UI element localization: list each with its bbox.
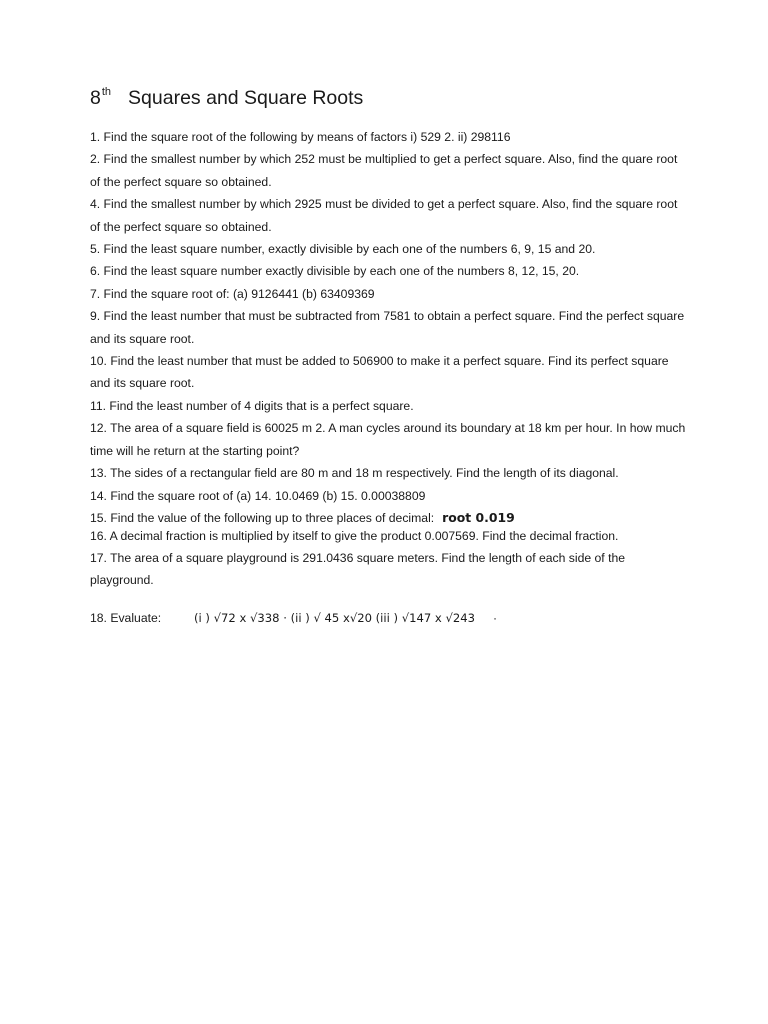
- question-5: 5. Find the least square number, exactly divisible by each one of the numbers 6, 9, 15 and 20.: [90, 242, 596, 257]
- question-17: 17. The area of a square playground is 291.0436 square meters. Find the length of each side of the playground.: [90, 550, 626, 588]
- question-18: [90, 609, 497, 627]
- question-4: 4. Find the smallest number by which 2925 must be divided to get a perfect square. Also, find the square root of the perfect square so obtained.: [90, 197, 678, 234]
- worksheet-title: [90, 86, 364, 109]
- question-2: 2. Find the smallest number by which 252 must be multiplied to get a perfect square. Also, find the quare root of the perfect square so obtained.: [90, 152, 678, 189]
- grade-suffix: th: [101, 86, 112, 98]
- question-16: 16. A decimal fraction is multiplied by itself to give the product 0.007569. Find the decimal fraction.: [90, 528, 619, 543]
- question-18-trailing-mark: ·: [492, 611, 498, 625]
- question-14: 14. Find the square root of (a) 14. 10.0469 (b) 15. 0.00038809: [90, 488, 426, 503]
- question-11: 11. Find the least number of 4 digits that is a perfect square.: [90, 398, 414, 413]
- question-1: 1. Find the square root of the following by means of factors i) 529 2. ii) 298116: [90, 130, 511, 144]
- question-15: [90, 509, 690, 527]
- question-12: 12. The area of a square field is 60025 m 2. A man cycles around its boundary at 18 km per hour. In how much time will he return at the starting point?: [90, 421, 686, 458]
- question-18-label: 18. Evaluate:: [90, 611, 162, 625]
- question-15-note: root 0.019: [442, 509, 515, 525]
- question-18-parts: (i ) √72 x √338 · (ii ) √ 45 x√20 (iii ) √147 x √243: [194, 611, 475, 625]
- question-6: 6. Find the least square number exactly divisible by each one of the numbers 8, 12, 15, 20.: [90, 264, 580, 279]
- question-7: 7. Find the square root of: (a) 9126441 (b) 63409369: [90, 286, 375, 301]
- question-10: 10. Find the least number that must be added to 506900 to make it a perfect square. Find its perfect square and its square root.: [90, 354, 669, 391]
- question-9: 9. Find the least number that must be subtracted from 7581 to obtain a perfect square. Find the perfect square and its square root.: [90, 309, 685, 346]
- topic-title: Squares and Square Roots: [128, 87, 364, 109]
- question-13: 13. The sides of a rectangular field are 80 m and 18 m respectively. Find the length of its diagonal.: [90, 466, 619, 481]
- question-15-text: 15. Find the value of the following up to three places of decimal:: [90, 510, 435, 525]
- question-list: [90, 126, 690, 592]
- grade-number: 8th: [90, 86, 112, 109]
